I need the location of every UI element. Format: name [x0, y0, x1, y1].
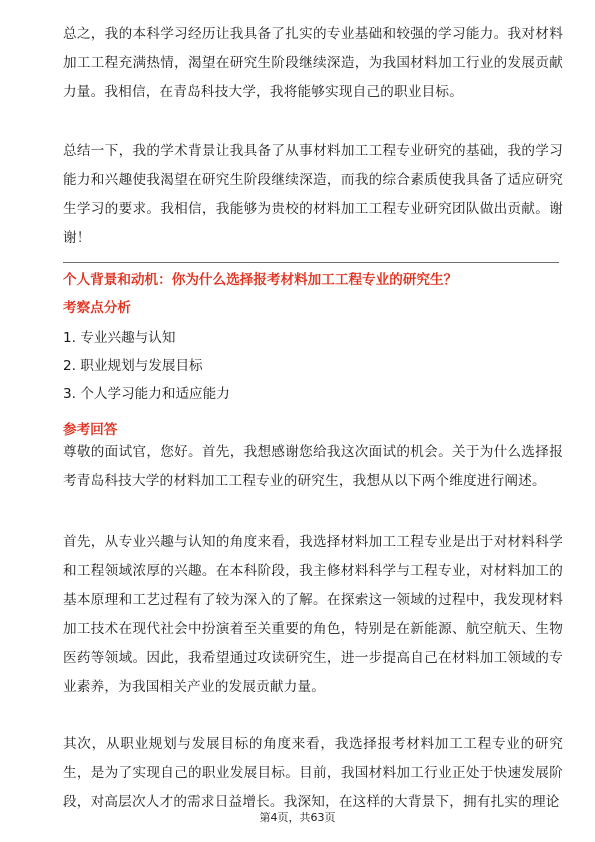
analysis-item: 3. 个人学习能力和适应能力 — [63, 386, 230, 402]
analysis-item: 2. 职业规划与发展目标 — [63, 358, 203, 374]
paragraph-conclusion: 总结一下，我的学术背景让我具备了从事材料加工工程专业研究的基础，我的学习能力和兴趣使我渴望在研究生阶段继续深造，而我的综合素质使我具备了适应研究生学习的要求。我相信，我能够为贵校的材料加工工程专业研究团队做出贡献。谢谢！ — [63, 143, 563, 246]
page-number: 第4页，共63页 — [259, 811, 336, 824]
answer-label: 参考回答 — [63, 422, 118, 438]
answer-paragraph-intro: 尊敬的面试官，您好。首先，我想感谢您给我这次面试的机会。关于为什么选择报考青岛科技大学的材料加工工程专业的研究生，我想从以下两个维度进行阐述。 — [63, 444, 563, 489]
paragraph-summary: 总之，我的本科学习经历让我具备了扎实的专业基础和较强的学习能力。我对材料加工工程充满热情，渴望在研究生阶段继续深造，为我国材料加工行业的发展贡献力量。我相信，在青岛科技大学，我将能够实现自己的职业目标。 — [63, 26, 563, 100]
question-heading: 个人背景和动机：你为什么选择报考材料加工工程专业的研究生？ — [63, 272, 458, 288]
analysis-item: 1. 专业兴趣与认知 — [63, 330, 176, 346]
answer-paragraph-career: 其次，从职业规划与发展目标的角度来看，我选择报考材料加工工程专业的研究生，是为了实现自己的职业发展目标。目前，我国材料加工行业正处于快速发展阶段，对高层次人才的需求日益增长。我深知，在这样的大背景下，拥有扎实的理论 — [63, 736, 563, 810]
section-divider — [63, 262, 559, 263]
analysis-label: 考察点分析 — [63, 300, 131, 316]
answer-paragraph-interest: 首先，从专业兴趣与认知的角度来看，我选择材料加工工程专业是出于对材料科学和工程领域浓厚的兴趣。在本科阶段，我主修材料科学与工程专业，对材料加工的基本原理和工艺过程有了较为深入的了解。在探索这一领域的过程中，我发现材料加工技术在现代社会中扮演着至关重要的角色，特别是在新能源、航空航天、生物医药等领域。因此，我希望通过攻读研究生，进一步提高自己在材料加工领域的专业素养，为我国相关产业的发展贡献力量。 — [63, 534, 563, 695]
